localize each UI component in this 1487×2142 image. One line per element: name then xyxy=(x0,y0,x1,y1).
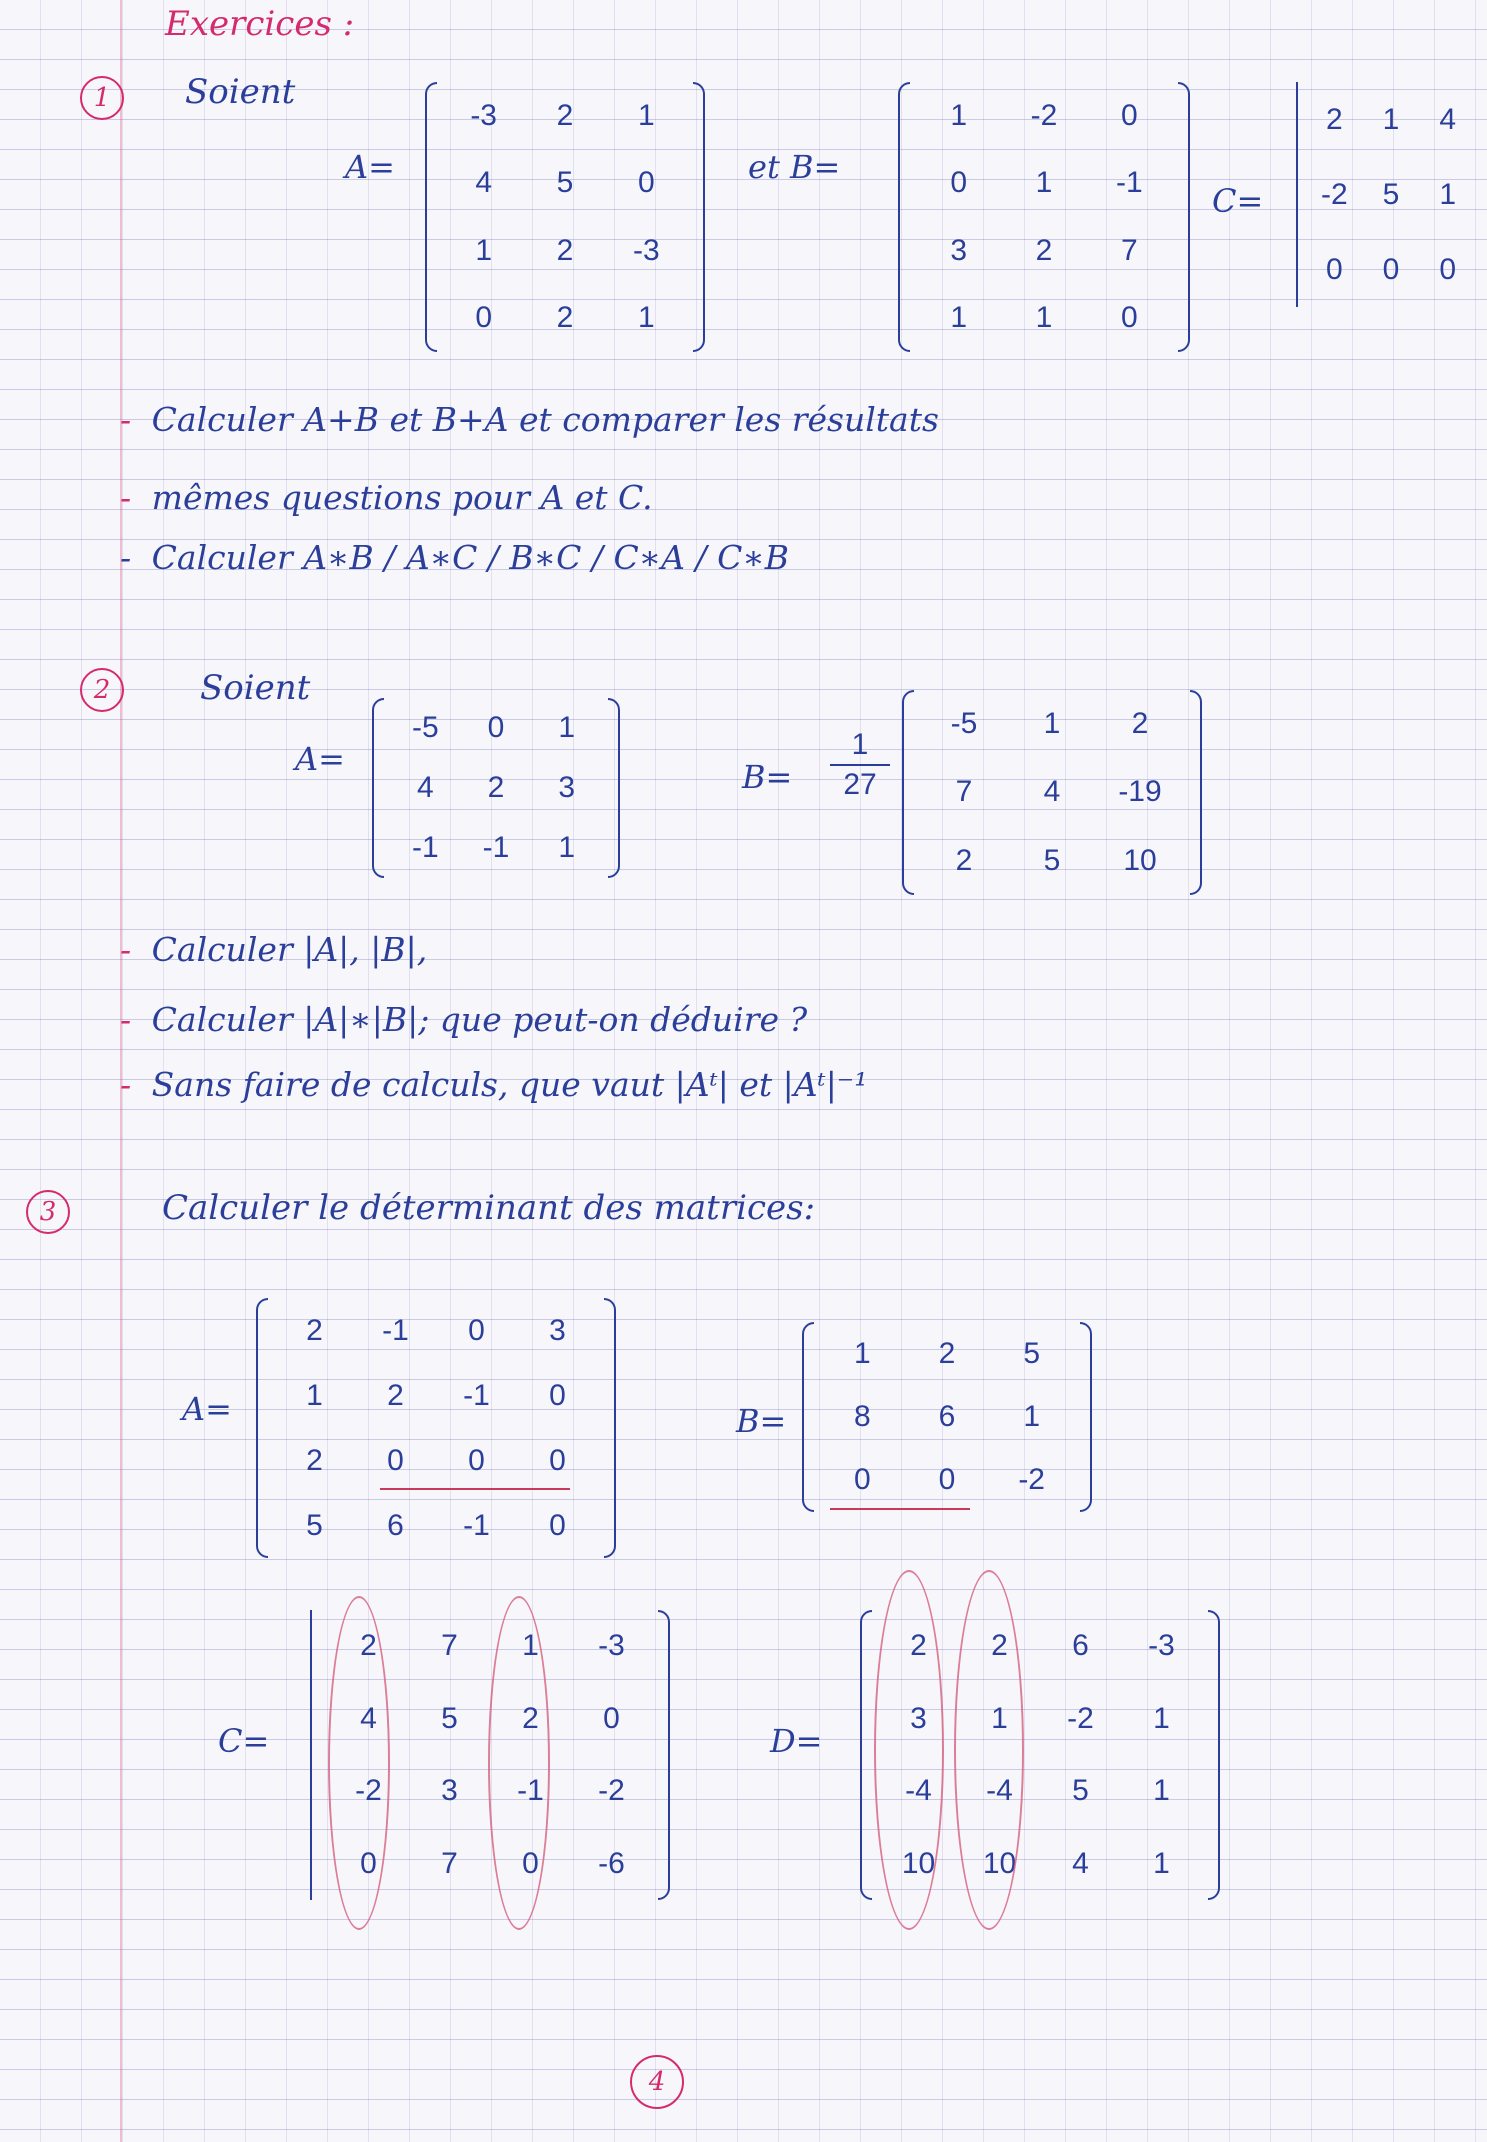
ex1-question-1 xyxy=(120,400,939,439)
matrix-cell: 2 xyxy=(991,1629,1008,1663)
matrix-cell: 0 xyxy=(468,1443,485,1477)
ex3-matrix-a xyxy=(256,1298,616,1558)
matrix-cell: -3 xyxy=(470,98,497,132)
matrix-cell: 1 xyxy=(522,1629,539,1663)
matrix-cell: 5 xyxy=(556,166,574,200)
matrix-cell: 2 xyxy=(1325,102,1343,136)
ex3-matrix-d-label: D= xyxy=(770,1722,823,1760)
matrix-cell: -2 xyxy=(598,1774,625,1808)
matrix-cell: 1 xyxy=(1153,1701,1170,1735)
matrix-cell: 4 xyxy=(360,1701,377,1735)
bullet-dash: - xyxy=(120,538,132,577)
ex2-matrix-b-label: B= xyxy=(742,758,793,796)
ex1-question-3-text: Calculer A∗B / A∗C / B∗C / C∗A / C∗B xyxy=(151,538,790,577)
matrix-cell: -2 xyxy=(1030,98,1058,132)
matrix-cell: 2 xyxy=(360,1629,377,1663)
matrix-cell: -3 xyxy=(632,233,660,267)
matrix-cell: 0 xyxy=(603,1701,620,1735)
matrix-cell: 5 xyxy=(1043,843,1061,877)
bullet-dash: - xyxy=(120,1065,132,1104)
matrix-cell: 2 xyxy=(910,1629,927,1663)
matrix-cell: -4 xyxy=(986,1774,1013,1808)
matrix-cell: 0 xyxy=(387,1443,404,1477)
exercise-1-intro: Soient xyxy=(185,72,296,112)
matrix-cell: -1 xyxy=(463,1508,490,1542)
matrix-cell: 5 xyxy=(441,1701,458,1735)
matrix-cell: 1 xyxy=(558,831,575,864)
matrix-cell: 1 xyxy=(950,301,967,335)
matrix-cell: 1 xyxy=(1439,177,1456,211)
matrix-cell: 2 xyxy=(387,1378,404,1412)
matrix-cell: -2 xyxy=(1018,1463,1045,1497)
ex1-matrix-b xyxy=(898,82,1190,352)
ex1-matrix-a-label: A= xyxy=(345,148,395,186)
matrix-cell: 6 xyxy=(387,1508,404,1542)
exercise-1-number: 1 xyxy=(80,76,124,120)
matrix-cell: 0 xyxy=(950,166,967,200)
matrix-cell: 0 xyxy=(468,1313,485,1347)
matrix-cell: 0 xyxy=(853,1463,871,1497)
matrix-cell: -1 xyxy=(382,1313,409,1347)
matrix-cell: 5 xyxy=(306,1508,323,1542)
matrix-cell: -2 xyxy=(1320,177,1348,211)
matrix-cell: -1 xyxy=(411,831,439,864)
matrix-cell: 2 xyxy=(955,843,973,877)
matrix-cell: 0 xyxy=(637,166,655,200)
matrix-cell: 1 xyxy=(1153,1846,1170,1880)
matrix-cell: 5 xyxy=(1072,1774,1089,1808)
matrix-cell: -1 xyxy=(1115,166,1143,200)
ex2-matrix-b-fraction xyxy=(830,728,890,802)
matrix-cell: 1 xyxy=(475,233,492,267)
matrix-cell: 1 xyxy=(306,1378,323,1412)
ex1-matrix-a xyxy=(425,82,705,352)
matrix-cell: 0 xyxy=(938,1463,956,1497)
ex1-matrix-c xyxy=(1296,82,1476,307)
matrix-cell: 0 xyxy=(549,1378,566,1412)
exercise-3-number: 3 xyxy=(26,1190,70,1234)
ex2-matrix-b xyxy=(902,690,1202,895)
ex3-matrix-d-column-2-circle xyxy=(954,1570,1024,1930)
ex3-matrix-c-column-1-circle xyxy=(328,1596,390,1930)
matrix-cell: 0 xyxy=(522,1846,539,1880)
matrix-cell: 1 xyxy=(1382,102,1400,136)
page-number: 4 xyxy=(630,2055,684,2109)
matrix-cell: 10 xyxy=(982,1846,1017,1880)
page-title: Exercices : xyxy=(165,4,355,44)
fraction-numerator: 1 xyxy=(851,728,869,761)
matrix-cell: 0 xyxy=(1325,252,1343,286)
ex2-question-1 xyxy=(120,930,427,969)
matrix-cell: -5 xyxy=(950,707,978,741)
matrix-cell: -1 xyxy=(463,1378,490,1412)
ex2-question-1-text: Calculer |A|, |B|, xyxy=(151,930,428,969)
matrix-cell: 2 xyxy=(556,301,574,335)
bullet-dash: - xyxy=(120,1000,132,1039)
matrix-cell: 2 xyxy=(306,1313,323,1347)
matrix-cell: 2 xyxy=(522,1701,539,1735)
ex3-matrix-a-label: A= xyxy=(182,1390,232,1428)
matrix-cell: 2 xyxy=(1035,233,1053,267)
matrix-cell: 1 xyxy=(637,301,655,335)
matrix-cell: 0 xyxy=(549,1443,566,1477)
matrix-cell: 3 xyxy=(549,1313,566,1347)
matrix-cell: 4 xyxy=(1439,102,1456,136)
matrix-cell: -2 xyxy=(1067,1701,1094,1735)
matrix-cell: 0 xyxy=(360,1846,377,1880)
matrix-cell: 7 xyxy=(441,1629,458,1663)
matrix-cell: 1 xyxy=(558,711,575,744)
ex3-matrix-c-column-3-circle xyxy=(488,1596,550,1930)
exercise-2-number: 2 xyxy=(80,668,124,712)
matrix-cell: 2 xyxy=(1131,707,1149,741)
ex2-question-3 xyxy=(120,1065,867,1104)
matrix-cell: -1 xyxy=(482,831,510,864)
matrix-cell: 3 xyxy=(950,233,967,267)
matrix-cell: 2 xyxy=(487,771,505,804)
ex3-matrix-b-label: B= xyxy=(736,1402,787,1440)
bullet-dash: - xyxy=(120,930,132,969)
matrix-cell: 1 xyxy=(1023,1399,1040,1433)
matrix-cell: 0 xyxy=(1382,252,1400,286)
matrix-cell: 1 xyxy=(991,1701,1008,1735)
matrix-cell: -2 xyxy=(355,1774,382,1808)
matrix-cell: 0 xyxy=(1120,301,1138,335)
matrix-cell: -6 xyxy=(598,1846,625,1880)
matrix-cell: -3 xyxy=(1148,1629,1175,1663)
matrix-cell: 10 xyxy=(1123,843,1157,877)
ex1-question-2 xyxy=(120,478,653,517)
fraction-denominator: 27 xyxy=(843,768,877,801)
matrix-cell: 0 xyxy=(549,1508,566,1542)
matrix-cell: 1 xyxy=(950,98,967,132)
matrix-cell: 0 xyxy=(487,711,505,744)
matrix-cell: 7 xyxy=(1120,233,1138,267)
ex2-matrix-a-label: A= xyxy=(295,740,345,778)
ex2-matrix-a xyxy=(372,698,620,878)
matrix-cell: 7 xyxy=(955,775,973,809)
ex3-matrix-d-column-1-circle xyxy=(874,1570,944,1930)
matrix-cell: 3 xyxy=(558,771,575,804)
matrix-cell: 3 xyxy=(441,1774,458,1808)
matrix-cell: 3 xyxy=(910,1701,927,1735)
ex1-question-1-text: Calculer A+B et B+A et comparer les résultats xyxy=(151,400,939,439)
matrix-cell: 8 xyxy=(853,1399,871,1433)
matrix-cell: 2 xyxy=(306,1443,323,1477)
matrix-cell: 5 xyxy=(1382,177,1400,211)
bullet-dash: - xyxy=(120,478,132,517)
matrix-cell: 1 xyxy=(1043,707,1061,741)
matrix-cell: 1 xyxy=(1153,1774,1170,1808)
ex1-question-2-text: mêmes questions pour A et C. xyxy=(151,478,653,517)
matrix-cell: 0 xyxy=(1439,252,1456,286)
matrix-cell: 0 xyxy=(1120,98,1138,132)
matrix-cell: -3 xyxy=(598,1629,625,1663)
ex1-matrix-c-label: C= xyxy=(1212,182,1264,220)
matrix-cell: 0 xyxy=(475,301,492,335)
matrix-cell: 6 xyxy=(938,1399,956,1433)
matrix-cell: 1 xyxy=(1035,166,1053,200)
ex2-question-2 xyxy=(120,1000,807,1039)
matrix-cell: -5 xyxy=(411,711,439,744)
ex3-matrix-a-underline xyxy=(380,1488,570,1490)
matrix-cell: 4 xyxy=(416,771,434,804)
matrix-cell: 1 xyxy=(637,98,655,132)
matrix-cell: 2 xyxy=(938,1336,956,1370)
matrix-cell: 1 xyxy=(1035,301,1053,335)
matrix-cell: 1 xyxy=(853,1336,871,1370)
ex2-question-3-text: Sans faire de calculs, que vaut |Aᵗ| et |Aᵗ|⁻¹ xyxy=(151,1065,868,1104)
matrix-cell: -19 xyxy=(1118,775,1162,809)
matrix-cell: 4 xyxy=(1072,1846,1089,1880)
matrix-cell: 2 xyxy=(556,233,574,267)
matrix-cell: -4 xyxy=(905,1774,932,1808)
matrix-cell: 5 xyxy=(1023,1336,1040,1370)
ex1-matrix-b-label: et B= xyxy=(748,148,841,186)
ex1-question-3 xyxy=(120,538,789,577)
exercise-2-intro: Soient xyxy=(200,668,311,708)
matrix-cell: 4 xyxy=(1043,775,1061,809)
bullet-dash: - xyxy=(120,400,132,439)
matrix-cell: 6 xyxy=(1072,1629,1089,1663)
ex3-matrix-b xyxy=(802,1322,1092,1512)
matrix-cell: -1 xyxy=(517,1774,544,1808)
matrix-cell: 4 xyxy=(475,166,492,200)
exercise-3-intro: Calculer le déterminant des matrices: xyxy=(162,1188,816,1228)
ex3-matrix-b-underline xyxy=(830,1508,970,1510)
matrix-cell: 2 xyxy=(556,98,574,132)
ex2-question-2-text: Calculer |A|∗|B|; que peut-on déduire ? xyxy=(151,1000,808,1039)
matrix-cell: 10 xyxy=(901,1846,936,1880)
ex3-matrix-c-label: C= xyxy=(218,1722,270,1760)
matrix-cell: 7 xyxy=(441,1846,458,1880)
